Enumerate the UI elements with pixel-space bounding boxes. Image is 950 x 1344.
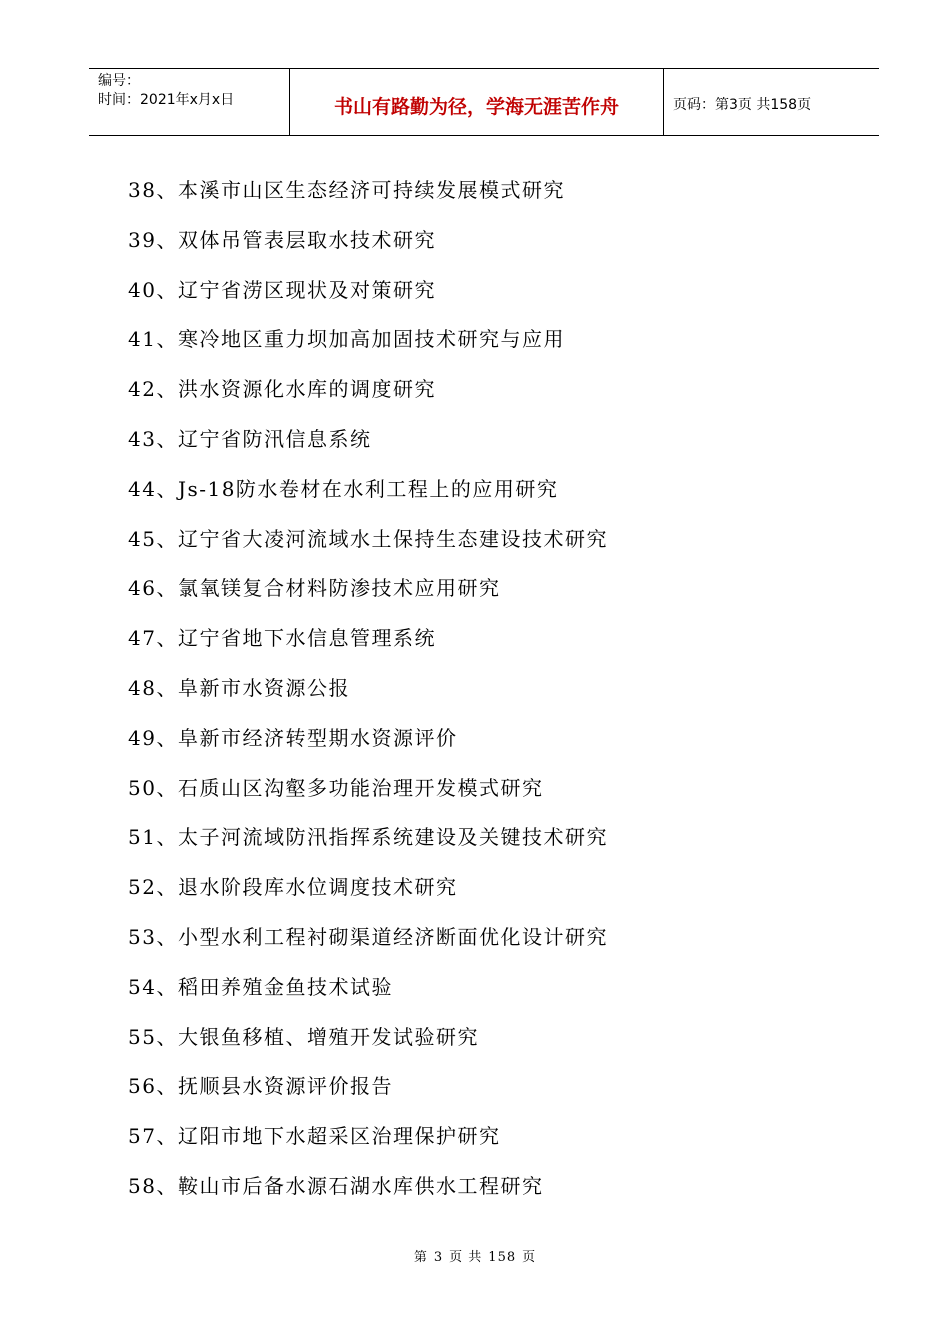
list-item: 50、石质山区沟壑多功能治理开发模式研究 (128, 775, 544, 800)
list-item: 46、氯氧镁复合材料防渗技术应用研究 (128, 576, 501, 601)
footer-suffix: 页 (522, 1250, 537, 1265)
list-item: 57、辽阳市地下水超采区治理保护研究 (128, 1124, 501, 1149)
list-item: 45、辽宁省大凌河流域水土保持生态建设技术研究 (128, 526, 608, 551)
list-item: 52、退水阶段库水位调度技术研究 (128, 875, 458, 900)
list-item: 38、本溪市山区生态经济可持续发展模式研究 (128, 178, 565, 202)
document-number-label: 编号： (98, 73, 140, 89)
footer-prefix: 第 (413, 1250, 428, 1265)
footer-page-number: 3 (433, 1250, 444, 1265)
list-item: 43、辽宁省防汛信息系统 (128, 426, 372, 451)
list-item: 58、鞍山市后备水源石湖水库供水工程研究 (128, 1173, 544, 1198)
page-footer (0, 1246, 950, 1265)
header-meta-cell (89, 69, 290, 135)
list-item: 42、洪水资源化水库的调度研究 (128, 377, 436, 402)
header-page-info: 页码：第3页 共158页 (673, 97, 812, 113)
list-item: 40、辽宁省涝区现状及对策研究 (128, 277, 436, 302)
list-item: 48、阜新市水资源公报 (128, 675, 350, 700)
document-date: 时间：2021年x月x日 (98, 92, 235, 108)
list-item: 47、辽宁省地下水信息管理系统 (128, 626, 436, 651)
header-motto: 书山有路勤为径，学海无涯苦作舟 (333, 96, 619, 118)
list-item: 41、寒冷地区重力坝加高加固技术研究与应用 (128, 327, 565, 352)
list-item: 56、抚顺县水资源评价报告 (128, 1074, 393, 1099)
list-item: 53、小型水利工程衬砌渠道经济断面优化设计研究 (128, 924, 608, 949)
footer-total-pages: 158 (488, 1250, 517, 1265)
header-motto-cell (290, 69, 664, 135)
list-item: 39、双体吊管表层取水技术研究 (128, 227, 436, 252)
list-item: 44、Js-18防水卷材在水利工程上的应用研究 (128, 476, 559, 501)
list-item: 51、太子河流域防汛指挥系统建设及关键技术研究 (128, 825, 608, 850)
footer-middle: 页 共 (449, 1250, 483, 1265)
header-table (89, 68, 879, 136)
list-item: 49、阜新市经济转型期水资源评价 (128, 725, 458, 750)
list-item: 54、稻田养殖金鱼技术试验 (128, 974, 393, 999)
project-list (128, 174, 608, 1220)
list-item: 55、大银鱼移植、增殖开发试验研究 (128, 1024, 479, 1049)
header-page-cell (664, 69, 879, 135)
